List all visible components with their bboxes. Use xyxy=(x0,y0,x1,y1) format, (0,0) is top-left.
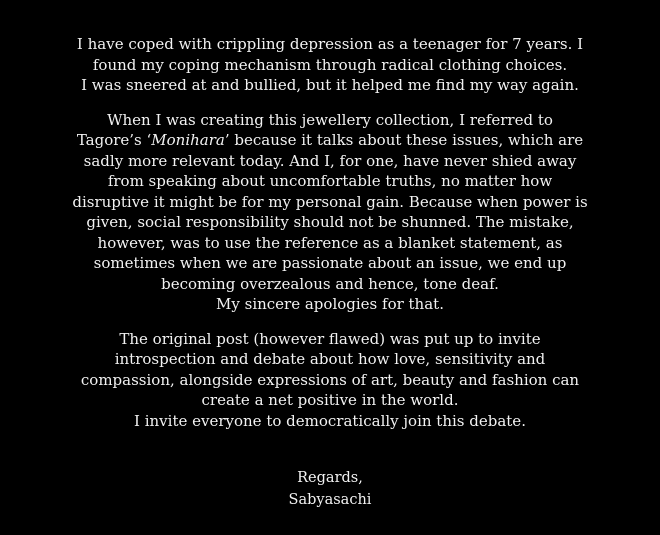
text-line: compassion, alongside expressions of art, beauty and fashion can xyxy=(80,370,580,389)
text-line: My sincere apologies for that. xyxy=(216,295,444,313)
text-line: becoming overzealous and hence, tone deaf. xyxy=(161,274,499,293)
text-segment: ’ because it talks about these issues, which are xyxy=(224,131,584,149)
text-line: disruptive it might be for my personal gain. Because when power is xyxy=(72,192,588,211)
text-line: sadly more relevant today. And I, for one, have never shied away xyxy=(83,151,577,170)
text-line: found my coping mechanism through radical clothing choices. xyxy=(92,55,568,74)
closing: Regards, xyxy=(297,470,363,486)
text-line: I invite everyone to democratically join this debate. xyxy=(134,411,526,430)
text-line-monihara xyxy=(0,130,660,151)
text-line: sometimes when we are passionate about an issue, we end up xyxy=(93,254,567,272)
work-title-monihara: Monihara xyxy=(151,131,225,149)
apology-statement xyxy=(0,34,660,511)
paragraph-coping xyxy=(0,34,660,96)
text-line: create a net positive in the world. xyxy=(201,391,459,409)
text-line: I have coped with crippling depression as a teenager for 7 years. I xyxy=(76,35,584,53)
paragraph-collection xyxy=(0,110,660,315)
paragraph-debate xyxy=(0,329,660,432)
text-line: however, was to use the reference as a blanket statement, as xyxy=(97,233,563,252)
signoff xyxy=(0,467,660,511)
text-line: given, social responsibility should not be shunned. The mistake, xyxy=(86,213,574,231)
text-line: from speaking about uncomfortable truths, no matter how xyxy=(107,172,553,190)
signature-name: Sabyasachi xyxy=(288,492,372,508)
text-line: The original post (however flawed) was put up to invite xyxy=(119,329,541,348)
text-line: When I was creating this jewellery collection, I referred to xyxy=(107,110,553,129)
text-segment: Tagore’s ‘ xyxy=(76,131,152,149)
text-line: I was sneered at and bullied, but it helped me find my way again. xyxy=(81,76,579,94)
text-line: introspection and debate about how love, sensitivity and xyxy=(114,350,546,368)
